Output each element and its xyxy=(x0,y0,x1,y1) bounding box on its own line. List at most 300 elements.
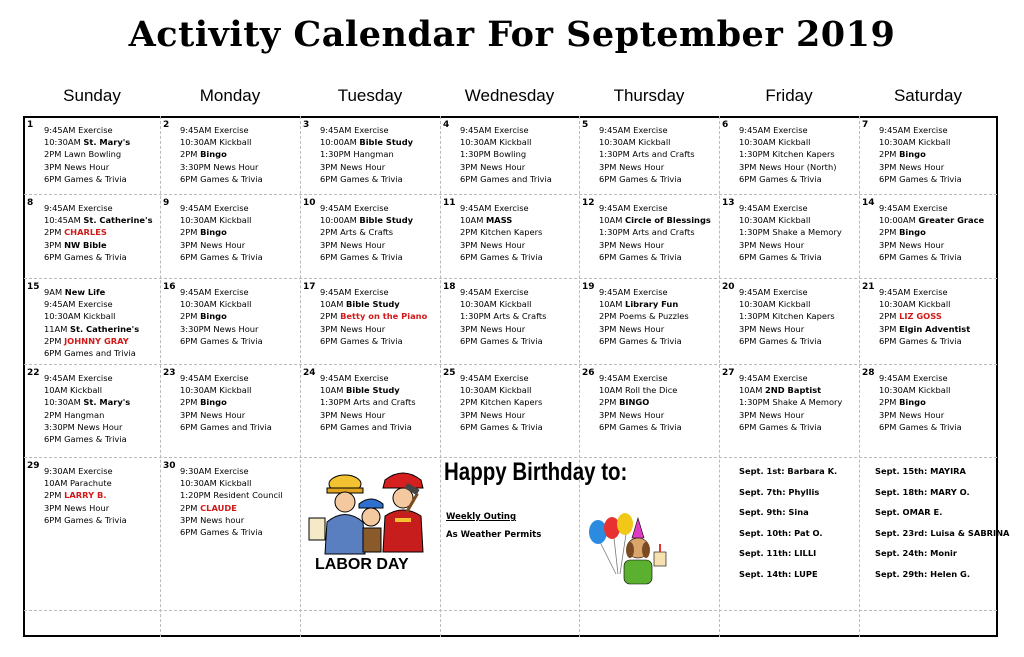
activity-text: 9:45AM Exercise xyxy=(180,287,249,297)
day-number: 24 xyxy=(303,368,316,378)
activity-text: 10:30AM Kickball xyxy=(879,299,951,310)
activity-text: 6PM Games & Trivia xyxy=(44,514,127,525)
activity-line xyxy=(44,372,130,384)
day-number: 14 xyxy=(862,198,875,208)
day-header-friday: Friday xyxy=(765,86,813,105)
weather-permits-note: As Weather Permits xyxy=(446,530,542,540)
highlighted-event: Bible Study xyxy=(359,137,414,148)
activity-text: 3PM News Hour xyxy=(599,323,665,334)
activity-text: 3PM News Hour xyxy=(739,323,805,334)
day-number: 27 xyxy=(722,368,735,378)
activity-line xyxy=(180,124,263,136)
activity-text: 1:30PM Kitchen Kapers xyxy=(739,149,835,160)
activity-text: 10:30AM Kickball xyxy=(460,299,532,310)
activity-text: 6PM Games & Trivia xyxy=(320,251,403,262)
day-header-wednesday: Wednesday xyxy=(464,86,555,105)
highlighted-event: St. Mary's xyxy=(83,397,131,408)
day-activities-25 xyxy=(460,372,543,433)
activity-line xyxy=(739,136,836,148)
activity-line xyxy=(180,239,263,251)
day-number: 6 xyxy=(722,120,729,130)
activity-text: 10:30AM Kickball xyxy=(180,215,252,226)
activity-line xyxy=(879,251,984,263)
page-title: Activity Calendar For September 2019 xyxy=(128,14,896,55)
day-number: 2 xyxy=(163,120,170,130)
birthday-entry: Sept. 11th: LILLI xyxy=(739,548,817,558)
activity-text: 6PM Games & Trivia xyxy=(460,335,543,346)
activity-text: 3PM News Hour xyxy=(320,323,386,334)
activity-text: 1:30PM Arts & Crafts xyxy=(460,311,547,322)
activity-line xyxy=(180,161,263,173)
activity-line xyxy=(879,372,962,384)
activity-text: 10AM xyxy=(599,215,626,226)
activity-text: 6PM Games & Trivia xyxy=(739,421,822,432)
activity-text: 10AM xyxy=(320,385,347,396)
birthday-entry: Sept. 14th: LUPE xyxy=(739,568,818,579)
highlighted-guest: Betty on the Piano xyxy=(340,311,428,322)
activity-text: 2PM xyxy=(879,227,900,238)
activity-text: 2PM Lawn Bowling xyxy=(44,149,122,160)
activity-text: 1:30PM Shake A Memory xyxy=(739,397,843,408)
highlighted-event: St. Mary's xyxy=(83,137,131,148)
highlighted-guest: CHARLES xyxy=(64,227,107,238)
birthday-entry: Sept. 10th: Pat O. xyxy=(739,527,823,538)
activity-line xyxy=(44,323,139,335)
activity-line xyxy=(739,239,842,251)
activity-line xyxy=(460,286,546,298)
day-activities-19 xyxy=(599,286,689,347)
activity-text: 10:30AM Kickball xyxy=(879,385,951,396)
activity-line xyxy=(44,396,130,408)
highlighted-guest: CLAUDE xyxy=(200,502,237,513)
day-number: 28 xyxy=(862,368,875,378)
highlighted-event: MASS xyxy=(486,215,513,226)
activity-text: 3PM News Hour (North) xyxy=(739,161,837,172)
activity-line xyxy=(320,239,413,251)
activity-line xyxy=(44,298,139,310)
activity-text: 6PM Games & Trivia xyxy=(180,335,263,346)
activity-text: 9:45AM Exercise xyxy=(879,373,948,383)
activity-line xyxy=(599,239,711,251)
day-activities-16 xyxy=(180,286,263,347)
activity-line xyxy=(180,372,272,384)
activity-text: 2PM xyxy=(180,149,201,160)
day-activities-30 xyxy=(180,465,283,538)
activity-line xyxy=(180,226,263,238)
activity-text: 2PM xyxy=(44,335,65,346)
activity-line xyxy=(879,124,962,136)
activity-text: 6PM Games & Trivia xyxy=(879,173,962,184)
day-number: 16 xyxy=(163,282,176,292)
activity-line xyxy=(599,323,689,335)
day-activities-8 xyxy=(44,202,153,263)
day-number: 30 xyxy=(163,461,176,471)
activity-text: 10AM Roll the Dice xyxy=(599,385,678,396)
activity-line xyxy=(44,214,153,226)
activity-line xyxy=(44,286,139,298)
birthday-list-column-2 xyxy=(875,466,1009,589)
highlighted-event: 2ND Baptist xyxy=(765,385,822,396)
activity-line xyxy=(739,323,835,335)
activity-text: 3PM News Hour xyxy=(739,239,805,250)
activity-text: 10:30AM Kickball xyxy=(44,311,116,322)
highlighted-guest: JOHNNY GRAY xyxy=(64,335,129,346)
activity-line xyxy=(599,251,711,263)
activity-line xyxy=(599,335,689,347)
activity-line xyxy=(879,148,962,160)
activity-text: 9:45AM Exercise xyxy=(460,203,529,213)
day-header-sunday: Sunday xyxy=(63,86,121,105)
activity-line xyxy=(879,239,984,251)
activity-line xyxy=(739,214,842,226)
activity-line xyxy=(320,384,416,396)
activity-line xyxy=(460,310,546,322)
activity-text: 6PM Games & Trivia xyxy=(879,335,962,346)
activity-line xyxy=(44,251,153,263)
activity-text: 3PM News Hour xyxy=(460,161,526,172)
activity-line xyxy=(879,173,962,185)
activity-line xyxy=(180,421,272,433)
highlighted-event: New Life xyxy=(64,287,106,297)
birthday-entry: Sept. 23rd: Luisa & SABRINA xyxy=(875,527,1010,538)
activity-line xyxy=(460,384,543,396)
activity-text: 3:30PM News Hour xyxy=(180,161,259,172)
day-number: 18 xyxy=(443,282,456,292)
activity-text: 10:30AM Kickball xyxy=(180,478,252,489)
row-divider xyxy=(24,364,997,365)
highlighted-guest: LARRY B. xyxy=(64,490,107,501)
birthday-entry: Sept. 24th: Monir xyxy=(875,548,957,558)
activity-line xyxy=(599,173,695,185)
birthday-entry: Sept. 9th: Sina xyxy=(739,507,809,517)
activity-text: 3PM News Hour xyxy=(180,409,246,420)
activity-text: 6PM Games & Trivia xyxy=(180,173,263,184)
activity-text: 6PM Games & Trivia xyxy=(180,527,263,538)
activity-text: 1:30PM Arts and Crafts xyxy=(599,149,695,160)
activity-line xyxy=(180,214,263,226)
activity-text: 10:30AM Kickball xyxy=(739,215,811,226)
activity-line xyxy=(320,396,416,408)
activity-line xyxy=(739,409,842,421)
day-activities-6 xyxy=(739,124,836,185)
activity-line xyxy=(599,421,682,433)
activity-text: 6PM Games & Trivia xyxy=(599,173,682,184)
activity-text: 6PM Games & Trivia xyxy=(460,251,543,262)
activity-text: 6PM Games and Trivia xyxy=(320,421,412,432)
activity-line xyxy=(180,298,263,310)
activity-line xyxy=(879,286,970,298)
activity-text: 9AM xyxy=(44,287,65,297)
activity-line xyxy=(180,489,283,501)
party-dog-balloons-illustration xyxy=(586,512,676,590)
activity-text: 6PM Games & Trivia xyxy=(180,251,263,262)
highlighted-guest: LIZ GOSS xyxy=(899,311,942,322)
activity-line xyxy=(320,298,427,310)
activity-line xyxy=(739,226,842,238)
activity-line xyxy=(180,396,272,408)
day-activities-11 xyxy=(460,202,543,263)
activity-line xyxy=(879,136,962,148)
activity-text: 6PM Games & Trivia xyxy=(739,335,822,346)
activity-text: 6PM Games and Trivia xyxy=(44,348,136,359)
day-number: 13 xyxy=(722,198,735,208)
activity-text: 6PM Games & Trivia xyxy=(739,251,822,262)
activity-line xyxy=(739,251,842,263)
activity-text: 9:45AM Exercise xyxy=(599,125,668,135)
activity-text: 2PM Kitchen Kapers xyxy=(460,397,543,408)
activity-text: 10AM xyxy=(599,299,626,310)
row-divider xyxy=(24,610,997,611)
activity-line xyxy=(460,136,552,148)
activity-text: 1:30PM Shake a Memory xyxy=(739,227,842,238)
activity-text: 9:45AM Exercise xyxy=(320,287,389,297)
day-activities-17 xyxy=(320,286,427,347)
day-activities-10 xyxy=(320,202,413,263)
activity-line xyxy=(460,202,543,214)
birthday-entry: Sept. 1st: Barbara K. xyxy=(739,466,838,476)
activity-text: 3PM News Hour xyxy=(320,161,386,172)
activity-line xyxy=(320,310,427,322)
birthday-entry: Sept. OMAR E. xyxy=(875,507,943,517)
activity-text: 3PM News Hour xyxy=(599,161,665,172)
activity-text: 2PM Arts & Crafts xyxy=(320,227,394,238)
activity-text: 9:45AM Exercise xyxy=(460,287,529,297)
activity-text: 10:30AM Kickball xyxy=(180,299,252,310)
day-number: 8 xyxy=(27,198,34,208)
activity-line xyxy=(44,310,139,322)
activity-line xyxy=(460,173,552,185)
activity-text: 9:45AM Exercise xyxy=(180,203,249,213)
highlighted-event: Greater Grace xyxy=(918,215,985,226)
activity-line xyxy=(44,335,139,347)
day-number: 25 xyxy=(443,368,456,378)
activity-line xyxy=(879,226,984,238)
highlighted-event: Bible Study xyxy=(346,299,400,310)
activity-line xyxy=(44,226,153,238)
activity-line xyxy=(460,161,552,173)
activity-text: 10:30AM Kickball xyxy=(460,137,532,148)
activity-line xyxy=(320,323,427,335)
activity-text: 9:45AM Exercise xyxy=(320,203,389,213)
activity-text: 9:45AM Exercise xyxy=(44,125,113,135)
activity-text: 3PM News Hour xyxy=(44,161,110,172)
activity-line xyxy=(739,396,842,408)
activity-line xyxy=(599,372,682,384)
activity-text: 3PM News Hour xyxy=(879,239,945,250)
birthday-entry: Sept. 7th: Phyllis xyxy=(739,486,820,497)
activity-text: 10:30AM xyxy=(44,397,84,408)
day-activities-12 xyxy=(599,202,711,263)
activity-text: 6PM Games & Trivia xyxy=(44,173,127,184)
activity-text: 2PM xyxy=(180,311,201,322)
highlighted-event: Bingo xyxy=(899,397,926,408)
activity-text: 2PM xyxy=(320,311,341,322)
activity-line xyxy=(879,384,962,396)
activity-line xyxy=(180,310,263,322)
activity-line xyxy=(739,372,842,384)
activity-line xyxy=(739,124,836,136)
activity-text: 11AM xyxy=(44,323,71,334)
activity-text: 6PM Games & Trivia xyxy=(879,421,962,432)
activity-text: 10AM xyxy=(739,385,766,396)
activity-line xyxy=(320,202,413,214)
activity-text: 6PM Games & Trivia xyxy=(879,251,962,262)
activity-line xyxy=(320,136,413,148)
activity-line xyxy=(44,433,130,445)
activity-text: 9:45AM Exercise xyxy=(879,203,948,213)
activity-line xyxy=(599,384,682,396)
day-activities-23 xyxy=(180,372,272,433)
activity-text: 1:20PM Resident Council xyxy=(180,490,283,501)
activity-text: 3PM News Hour xyxy=(739,409,805,420)
activity-line xyxy=(44,502,127,514)
activity-line xyxy=(460,335,546,347)
activity-text: 10:30AM Kickball xyxy=(739,137,811,148)
activity-line xyxy=(44,489,127,501)
activity-line xyxy=(599,202,711,214)
activity-text: 10:30AM Kickball xyxy=(180,137,252,148)
labor-day-workers-illustration xyxy=(305,462,435,557)
highlighted-event: Bingo xyxy=(899,149,926,160)
activity-line xyxy=(460,251,543,263)
activity-line xyxy=(599,409,682,421)
activity-text: 6PM Games and Trivia xyxy=(460,173,552,184)
day-header-monday: Monday xyxy=(199,86,261,105)
activity-line xyxy=(320,372,416,384)
activity-text: 3PM News Hour xyxy=(460,409,526,420)
activity-line xyxy=(180,335,263,347)
activity-line xyxy=(320,161,413,173)
day-number: 19 xyxy=(582,282,595,292)
activity-text: 2PM xyxy=(180,227,201,238)
activity-text: 9:45AM Exercise xyxy=(44,203,113,213)
day-activities-27 xyxy=(739,372,842,433)
activity-line xyxy=(879,421,962,433)
activity-line xyxy=(879,298,970,310)
activity-text: 10:00AM xyxy=(320,137,360,148)
day-activities-9 xyxy=(180,202,263,263)
activity-text: 6PM Games & Trivia xyxy=(44,251,127,262)
activity-line xyxy=(180,323,263,335)
highlighted-event: Bingo xyxy=(200,149,227,160)
activity-text: 9:45AM Exercise xyxy=(739,203,808,213)
highlighted-event: Bingo xyxy=(200,227,227,238)
day-activities-15 xyxy=(44,286,139,359)
activity-text: 9:45AM Exercise xyxy=(879,125,948,135)
activity-text: 9:45AM Exercise xyxy=(44,373,113,383)
activity-text: 2PM xyxy=(180,502,201,513)
day-number: 22 xyxy=(27,368,40,378)
activity-text: 2PM xyxy=(44,490,65,501)
day-number: 23 xyxy=(163,368,176,378)
activity-line xyxy=(460,323,546,335)
activity-text: 10:30AM Kickball xyxy=(460,385,532,396)
activity-text: 3:30PM News Hour xyxy=(180,323,259,334)
activity-line xyxy=(599,148,695,160)
activity-text: 3PM News Hour xyxy=(44,502,110,513)
activity-text: 6PM Games & Trivia xyxy=(739,173,822,184)
weekly-outing-label: Weekly Outing xyxy=(446,512,517,522)
activity-line xyxy=(44,161,130,173)
activity-line xyxy=(180,465,283,477)
activity-text: 10AM Kickball xyxy=(44,385,103,396)
activity-line xyxy=(460,396,543,408)
activity-text: 3PM News Hour xyxy=(180,239,246,250)
activity-text: 10:30AM Kickball xyxy=(739,299,811,310)
activity-line xyxy=(739,173,836,185)
activity-line xyxy=(879,202,984,214)
birthday-entry: Sept. 18th: MARY O. xyxy=(875,486,970,497)
activity-line xyxy=(180,514,283,526)
activity-text: 9:45AM Exercise xyxy=(460,125,529,135)
activity-text: 1:30PM Arts and Crafts xyxy=(599,227,695,238)
highlighted-event: Elgin Adventist xyxy=(899,323,971,334)
activity-line xyxy=(599,286,689,298)
day-number: 20 xyxy=(722,282,735,292)
activity-line xyxy=(44,202,153,214)
day-number: 12 xyxy=(582,198,595,208)
day-activities-20 xyxy=(739,286,835,347)
activity-line xyxy=(460,409,543,421)
activity-text: 6PM Games and Trivia xyxy=(180,421,272,432)
activity-text: 9:45AM Exercise xyxy=(460,373,529,383)
activity-line xyxy=(739,161,836,173)
activity-line xyxy=(44,173,130,185)
day-header-tuesday: Tuesday xyxy=(337,86,403,105)
day-activities-21 xyxy=(879,286,970,347)
highlighted-event: St. Catherine's xyxy=(70,323,140,334)
day-number: 4 xyxy=(443,120,450,130)
activity-line xyxy=(44,148,130,160)
activity-text: 10:30AM Kickball xyxy=(180,385,252,396)
activity-line xyxy=(44,384,130,396)
activity-text: 2PM xyxy=(879,397,900,408)
activity-line xyxy=(320,409,416,421)
activity-text: 2PM Poems & Puzzles xyxy=(599,311,689,322)
activity-line xyxy=(180,148,263,160)
birthday-entry: Sept. 15th: MAYIRA xyxy=(875,466,966,476)
activity-text: 2PM xyxy=(879,149,900,160)
activity-line xyxy=(180,409,272,421)
happy-birthday-heading: Happy Birthday to: xyxy=(444,458,628,486)
activity-text: 10:00AM xyxy=(879,215,919,226)
activity-line xyxy=(320,286,427,298)
birthday-entry: Sept. 29th: Helen G. xyxy=(875,568,970,579)
activity-line xyxy=(180,136,263,148)
day-activities-7 xyxy=(879,124,962,185)
activity-text: 2PM Kitchen Kapers xyxy=(460,227,543,238)
activity-line xyxy=(320,335,427,347)
activity-line xyxy=(460,239,543,251)
activity-line xyxy=(879,323,970,335)
activity-text: 9:45AM Exercise xyxy=(180,373,249,383)
activity-text: 2PM xyxy=(599,397,620,408)
activity-text: 10AM xyxy=(320,299,347,310)
activity-text: 1:30PM Bowling xyxy=(460,149,527,160)
activity-line xyxy=(879,396,962,408)
activity-text: 2PM xyxy=(44,227,65,238)
activity-text: 6PM Games & Trivia xyxy=(599,335,682,346)
activity-line xyxy=(879,335,970,347)
activity-text: 1:30PM Kitchen Kapers xyxy=(739,311,835,322)
birthday-list-column-1 xyxy=(739,466,837,589)
day-number: 3 xyxy=(303,120,310,130)
activity-text: 9:45AM Exercise xyxy=(739,125,808,135)
activity-line xyxy=(320,173,413,185)
activity-text: 3PM xyxy=(44,239,65,250)
activity-text: 9:45AM Exercise xyxy=(739,373,808,383)
day-number: 21 xyxy=(862,282,875,292)
